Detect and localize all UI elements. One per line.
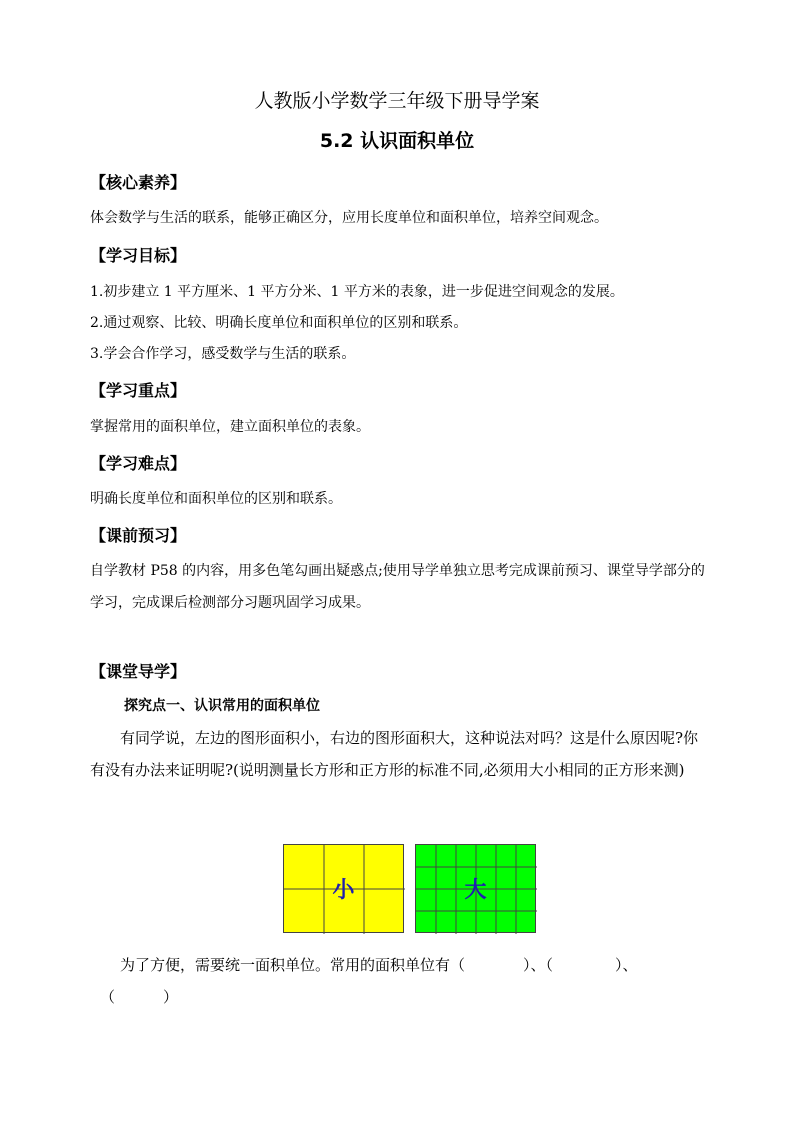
key-points-heading: 【学习重点】 — [90, 381, 187, 400]
guide-paragraph: 有同学说，左边的图形面积小，右边的图形面积大，这种说法对吗？这是什么原因呢?你有没有办法来证明呢?(说明测量长方形和正方形的标准不同,必须用大小相同的正方形来测) — [90, 729, 699, 779]
difficulty-text: 明确长度单位和面积单位的区别和联系。 — [90, 491, 342, 507]
learning-goal-item: 1.初步建立 1 平方厘米、1 平方分米、1 平方米的表象，进一步促进空间观念的发展。 — [90, 284, 624, 300]
fill-in-separator: ）、 — [615, 956, 638, 974]
difficulty-heading: 【学习难点】 — [90, 454, 187, 473]
classroom-guide-heading: 【课堂导学】 — [90, 662, 187, 681]
fill-in-line-1 — [120, 954, 638, 975]
small-grid-figure — [283, 844, 404, 933]
fill-in-line-2 — [100, 986, 178, 1007]
key-points-text: 掌握常用的面积单位，建立面积单位的表象。 — [90, 419, 370, 435]
core-literacy-heading: 【核心素养】 — [90, 173, 187, 192]
document-title: 人教版小学数学三年级下册导学案 — [254, 90, 540, 112]
big-label: 大 — [464, 878, 487, 903]
fill-in-separator: ）、（ — [523, 956, 554, 974]
learning-goals-heading: 【学习目标】 — [90, 246, 187, 265]
preview-heading: 【课前预习】 — [90, 526, 187, 545]
large-grid-figure — [415, 844, 536, 933]
learning-goal-item: 3.学会合作学习，感受数学与生活的联系。 — [90, 346, 356, 362]
lesson-title: 5.2 认识面积单位 — [319, 130, 475, 152]
small-label: 小 — [332, 878, 355, 903]
learning-goal-item: 2.通过观察、比较、明确长度单位和面积单位的区别和联系。 — [90, 315, 468, 331]
exploration-point-title: 探究点一、认识常用的面积单位 — [124, 698, 320, 714]
core-literacy-text: 体会数学与生活的联系，能够正确区分，应用长度单位和面积单位，培养空间观念。 — [90, 210, 608, 226]
fill-in-close-paren: ） — [163, 988, 179, 1006]
fill-in-prefix: 为了方便，需要统一面积单位。常用的面积单位有（ — [120, 956, 466, 974]
fill-in-open-paren: （ — [100, 988, 116, 1006]
preview-text: 自学教材 P58 的内容，用多色笔勾画出疑惑点;使用导学单独立思考完成课前预习、课堂导学部分的学习，完成课后检测部分习题巩固学习成果。 — [90, 563, 705, 611]
